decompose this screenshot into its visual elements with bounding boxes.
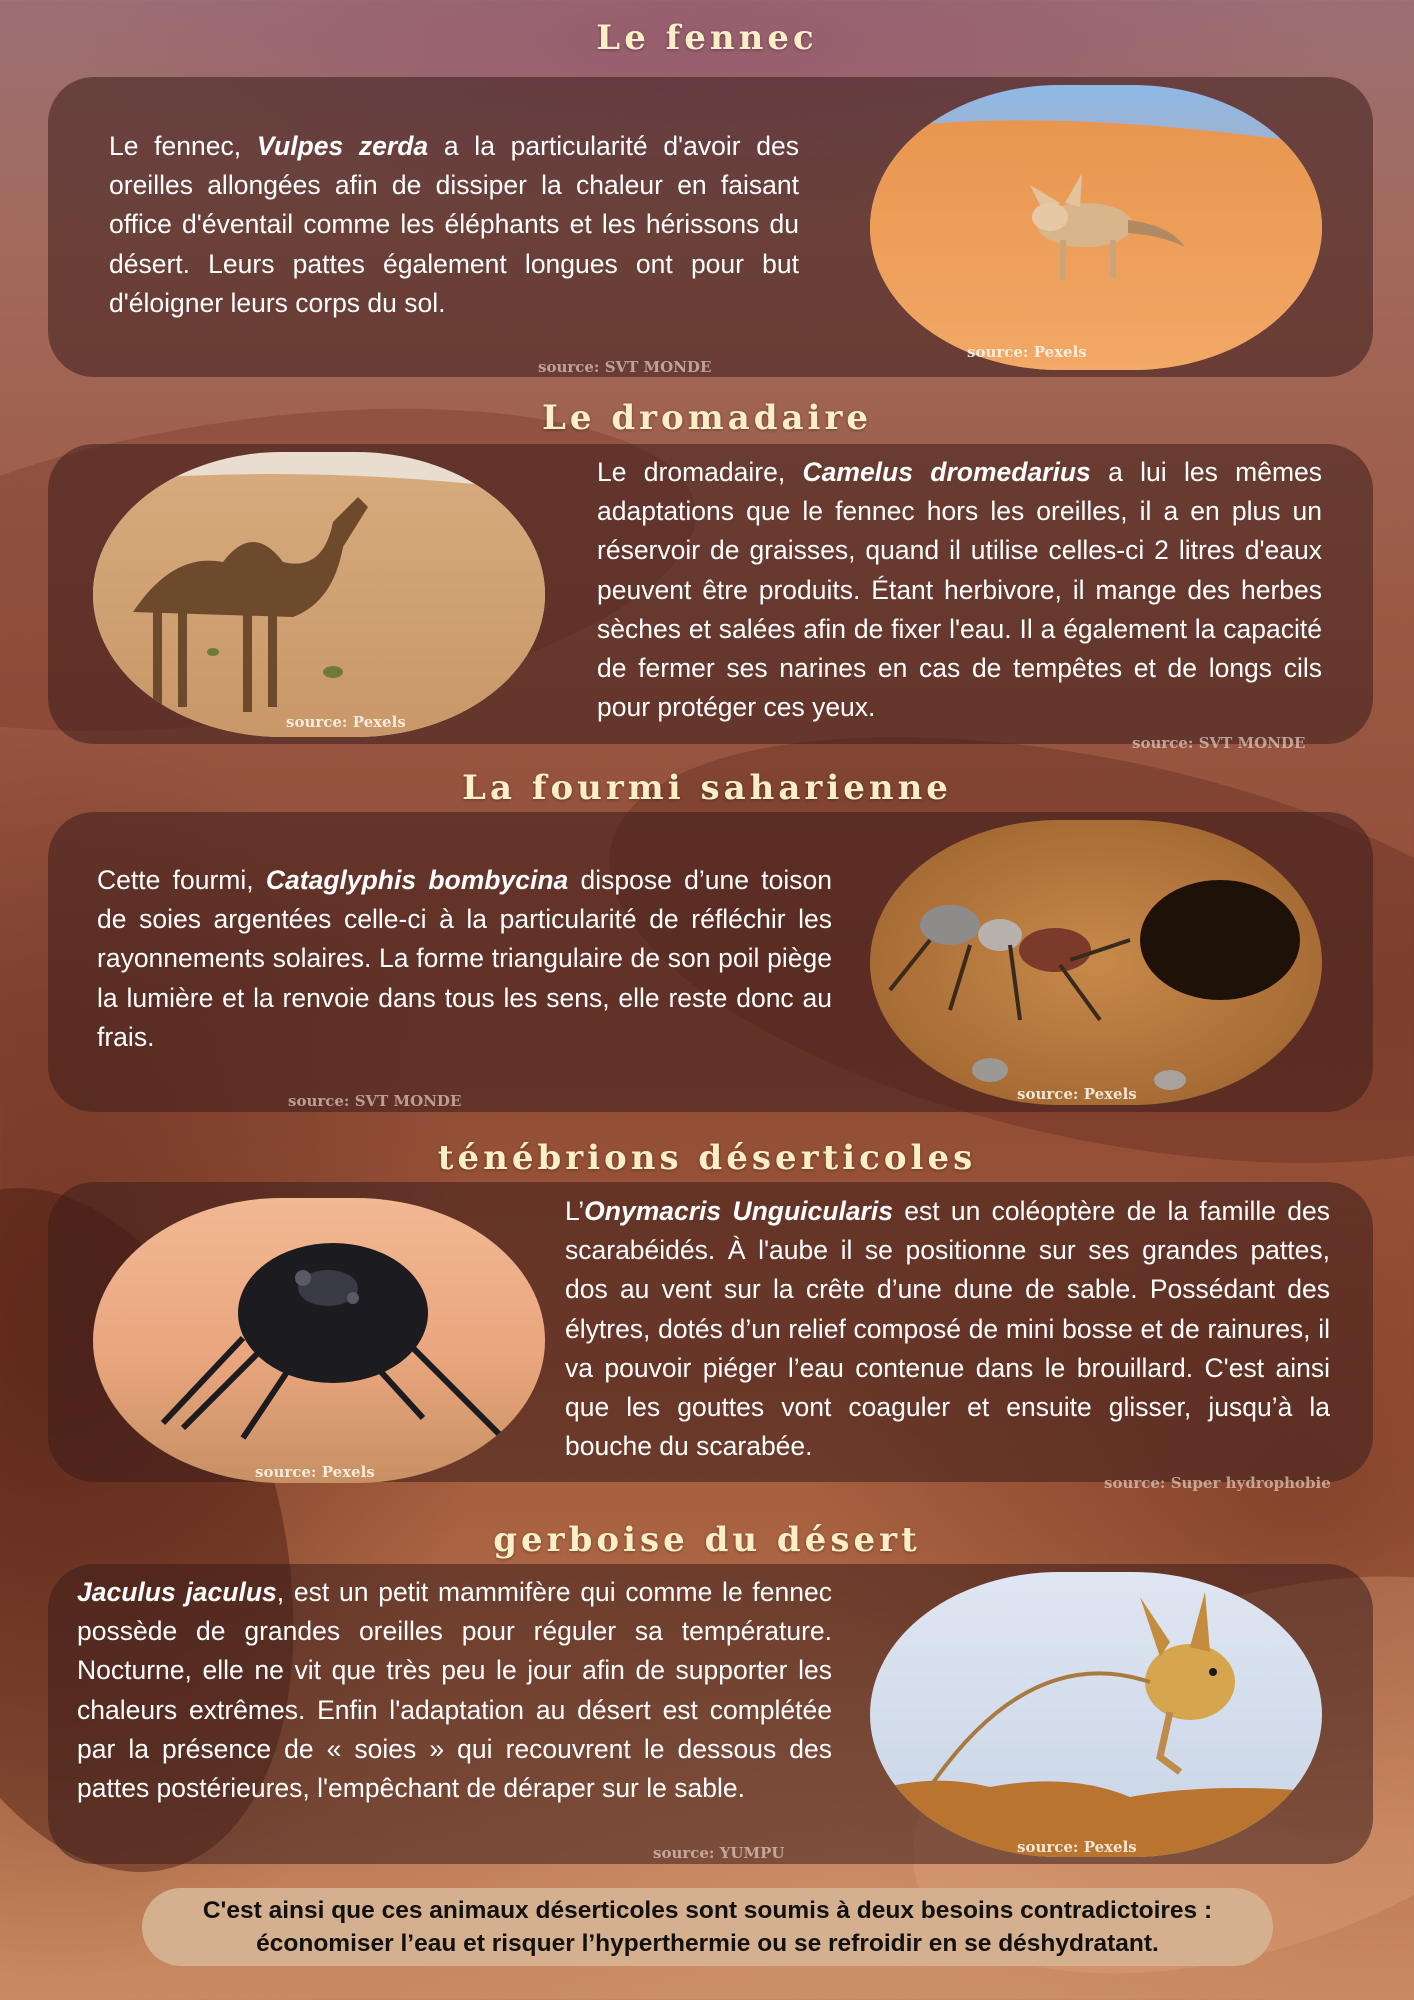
description-fennec: Le fennec, Vulpes zerda a la particularité d'avoir des oreilles allongées afin de dissiper la chaleur en faisant office d'éventail comme les éléphants et les hérissons du désert. Leurs pattes également longues ont pour but d'éloigner leurs corps du sol.: [109, 131, 799, 318]
image-source-fennec: source: Pexels: [967, 343, 1087, 361]
photo-fennec: [870, 85, 1322, 370]
conclusion-box: [142, 1888, 1273, 1966]
image-source-tenebrions: source: Pexels: [255, 1463, 375, 1481]
conclusion-line-2: économiser l’eau et risquer l’hyperthermie ou se refroidir en se déshydratant.: [256, 1930, 1159, 1957]
description-gerboise: Jaculus jaculus, est un petit mammifère qui comme le fennec possède de grandes oreilles pour réguler sa température. Nocturne, elle ne vit que très peu le jour afin de supporter les chaleurs extrêmes. Enfin l'adaptation au désert est complétée par la présence de « soies » qui recouvrent le dessous des pattes postérieures, l'empêchant de déraper sur le sable.: [77, 1577, 832, 1804]
species-name: Vulpes zerda: [256, 131, 429, 161]
section-title-fennec: Le fennec: [596, 18, 818, 58]
species-name: Onymacris Unguicularis: [584, 1196, 893, 1226]
text-source-tenebrions: source: Super hydrophobie: [1104, 1474, 1331, 1492]
image-source-gerboise: source: Pexels: [1017, 1838, 1137, 1856]
photo-tenebrions: [93, 1198, 545, 1483]
photo-fourmi: [870, 820, 1322, 1105]
description-tenebrions: L’Onymacris Unguicularis est un coléoptère de la famille des scarabéidés. À l'aube il se positionne sur ses grandes pattes, dos au vent sur la crête d’une dune de sable. Possédant des élytres, dotés d’un relief composé de mini bosse et de rainures, il va pouvoir piéger l’eau contenue dans le brouillard. C'est ainsi que les gouttes vont coaguler et ensuite glisser, jusqu’à la bouche du scarabée.: [565, 1196, 1330, 1462]
species-name: Cataglyphis bombycina: [265, 865, 569, 895]
photo-dromadaire: [93, 452, 545, 737]
text-source-fennec: source: SVT MONDE: [538, 358, 712, 376]
text-source-dromadaire: source: SVT MONDE: [1132, 734, 1306, 752]
text-source-gerboise: source: YUMPU: [653, 1844, 785, 1862]
image-source-dromadaire: source: Pexels: [286, 713, 406, 731]
photo-gerboise: [870, 1572, 1322, 1857]
section-title-dromadaire: Le dromadaire: [541, 398, 872, 438]
image-source-fourmi: source: Pexels: [1017, 1085, 1137, 1103]
section-title-tenebrions: ténébrions déserticoles: [437, 1138, 977, 1178]
species-name: Jaculus jaculus: [77, 1577, 277, 1607]
section-title-gerboise: gerboise du désert: [493, 1520, 921, 1560]
text-source-fourmi: source: SVT MONDE: [288, 1092, 462, 1110]
description-dromadaire: Le dromadaire, Camelus dromedarius a lui les mêmes adaptations que le fennec hors les oreilles, il a en plus un réservoir de graisses, quand il utilise celles-ci 2 litres d'eaux peuvent être produits. Étant herbivore, il mange des herbes sèches et salées afin de fixer l'eau. Il a également la capacité de fermer ses narines en cas de tempêtes et de longs cils pour protéger ces yeux.: [597, 457, 1323, 723]
species-name: Camelus dromedarius: [802, 457, 1091, 487]
section-title-fourmi: La fourmi saharienne: [462, 768, 952, 808]
conclusion-line-1: C'est ainsi que ces animaux déserticoles sont soumis à deux besoins contradictoires :: [202, 1897, 1213, 1924]
description-fourmi: Cette fourmi, Cataglyphis bombycina dispose d’une toison de soies argentées celle-ci à la particularité de réfléchir les rayonnements solaires. La forme triangulaire de son poil piège la lumière et la renvoie dans tous les sens, elle reste donc au frais.: [97, 865, 832, 1052]
